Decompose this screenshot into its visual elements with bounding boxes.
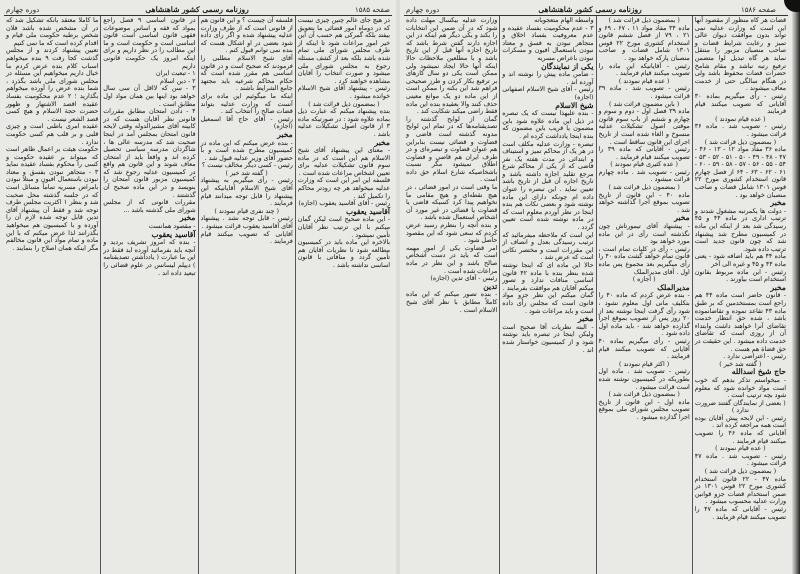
paragraph: - معنای این پیشنهاد آقای شیخ الاسلام هم این است که در ماده سوم قانون تشکیلات عدلیه برای تعیین اشخاص مراعات شده است . <box>297 147 390 177</box>
paragraph: رئیس - این ماده مربوط بقانون استخدام است بیاورند . <box>694 268 786 284</box>
paragraph: رئیس - رأی در کلیات تمام است ، قانون تمام خواهد گشت ماده ۴۰ را رأی میگیریم بعد مجموع پس ماده اول . آقای مدیرالملک <box>598 245 690 276</box>
paragraph: - مقصود همانست <box>148 223 196 231</box>
speaker-name: تدین <box>483 281 498 291</box>
speaker-name: مخبر <box>674 213 690 223</box>
paragraph: ماده ۳۴ مفاد مواد ۱۱ ، ۶۷ ، ۶۹ و ۲۱ ، ۷۹ از فصل ششم قانون استخدام کشوری مورخ ۲۲ قوس ۱۳۰۱ شامل قضات و صاحب منصبان پارکه خواهد بود . <box>598 24 690 62</box>
stage-note: ( بمضمون ذیل قرائت شد ) <box>308 100 380 108</box>
paragraph: آقایانی که تصویب میکنند قیام فرمایند . <box>200 230 293 246</box>
speaker-name: حاج شیخ اسدالله <box>731 367 786 377</box>
paragraph: قضات هر کاه منظور از مقصود آنها این است که وزارت عدلیه نمی تواند بدون موافقت دیوان عالی تمیز و رعایت شرایط قضات و صاحب منصبان مزبور را منتقل نماید هر گاه تبدیل لوا متضمن ترفیع رتبه نباشد و مقام شامخ حضرات قضات محفوظ باشد ولی در هنگام سالگی حتی از خدمت معاف میشوند . <box>694 17 786 93</box>
page-header <box>4 4 392 16</box>
text-column <box>295 16 392 574</box>
paragraph: ماده ۴۷ - ۲۲ قانون استخدام کشوری مورخ ۲۲ قوس ۱۳۰۱ در ضمن استخدام قضات جزو قوانین وزارت عدلیه محسوب میشود . <box>694 475 786 506</box>
speaker-name: مخبر <box>277 129 293 139</box>
stage-note: ( بمضمون ذیل قرائت شد ) <box>608 184 680 192</box>
columns <box>4 16 392 574</box>
page-number: صفحه ۱۵۸۶ <box>740 5 776 14</box>
paragraph: - دولت ها یکمرتبه مشغول شدند و ترتیب اداری در ماده ۴۴ و ۴۵ رسیدگی شد بعد از اینکه این ماده در کمیسیون مطرح شد پیشنهاد شد که چون قانون جدید است ترتیب داده شود. <box>694 207 786 253</box>
paragraph: حالا این ماده ای که اینجا نوشته شده بنظر بنده با ماده ۴۲ قانون اساسی منافات ندارد و تصور میکنم آقایان هم موافقت بفرمایند . <box>502 262 594 292</box>
paragraph: رئیس - تصویب شد . ماده ۳۹ قرائت میشود . <box>598 85 690 100</box>
speaker-name: مخبر <box>770 198 786 208</box>
paragraph: فلسفه این امر این است که وزارت عدلیه میخواهد هر چه زودتر محاکم را تکمیل کند . <box>297 177 390 200</box>
paragraph: - میخواستم تذکر بدهم که خوب است مواد خوانده شود که معلوم شود بچه ترتیب است . <box>694 376 786 400</box>
paragraph: رئیس - رأی میگیریم بماده ۳۰ آقایانی که تصویب میکنند قیام فرمایند <box>694 92 786 116</box>
paragraph: تعیین پیشنهاد کردند و از مجلس گذشت کجا رفت ۹ بنده میخواهم اسباب کلام بنده عرض کردم ما خیال داریم میخواهیم این مسئله در مجلس شورای ملی باشد بگذرد ، شما بنده عرض را آورده میخواهم بگذارید ؛ ۲ عدم محکومیت بفساد عقیده اقصد الاشتهار و ظهور حضرت حجة الاسلام و هیچ کسی قصد الشعر نیست . <box>6 47 99 123</box>
newspaper-title: روزنامه رسمی کشور شاهنشاهی <box>145 5 249 14</box>
text-column <box>198 16 295 574</box>
paragraph: ما وقتی است در امور قضائی ، در هیچ نقطه‌ای و هیچ مقامی ما نخواهیم پیدا کرد کسیکه قاضی یا قضاوت یا قضائی در غیر مورد آن اشخاص استعمال شده باشد . <box>406 184 498 222</box>
paragraph: وزارت عدلیه بیکسال مهلت داده شود که در آن ضمن این انتخابات را بکند و یکی دیگر هم اینکه در این اجازه دارند گفتن شرط باشد که تاریخ اجازه آنها قبل از این تاریخ باشد و با مطلعین ملاحظات حالا اینکه آنها حالا ایجاد نمیشود ولی ممکن است یکی دو سال کارهای بر ترفیع بکار کردن و طرز صحیحی فراهم شد این بکنه را ممکن است از این ماده دو یک موانع معینی حذف کنند والا بعقیده بنده این ماده فقط راضی میکند شکایت کند . <box>406 17 498 116</box>
paragraph: بالاخره این ماده باید در کمیسیون مطالعه شود تا نظریات آقایان هم تأمین گردد و منافاتی با قانون اساسی نداشته باشد . <box>297 239 390 269</box>
paragraph: رئیس - آقای حاج آقا اسمعیل (اجازه) <box>200 115 293 131</box>
paragraph: گمان از لوایح گذشته را تصدیقنامه‌ها که در تمام این لوایح مدونه گذشته است قاضی و قضاوت و قضائی نیست بنابراین هم عنوان قضاوت و تبصره‌ای و در طرف ایران هم قاضی و قضاوت اطلاق نمیشود مگر نسبت باشخاصیکه شارع اسلام حق داده است . <box>406 115 498 184</box>
stage-note: ( اکثر قیام نمودند ) <box>618 360 670 368</box>
speaker-name: یکی از نمایندگان <box>541 61 594 71</box>
stage-note: ( عده قیام نمودند ) <box>715 115 766 123</box>
paragraph: رئیس - اعتراضی ندارد . <box>723 353 786 361</box>
paragraph: این است که ملاحظه میفرمائید که ترتیب رسیدگی بعدل و انصاف از این مقررات است و مختصر نکاتی است که عرض شد . <box>502 231 594 262</box>
speaker-name: شیخ الاسلام <box>555 100 594 110</box>
paragraph: ۲ - دین اسلام <box>159 77 196 85</box>
stage-note: ( عده قیام نمودند ) <box>618 77 670 85</box>
stage-note: ( گفته شد خیر ) <box>225 169 268 177</box>
text-column <box>692 16 788 574</box>
stage-note: ( بمضمون ذیل قرائت شد ) <box>704 138 777 146</box>
volume-label: دوره چهارم <box>406 5 440 14</box>
speaker-name: مخبر <box>578 314 594 324</box>
paragraph: رئیس - تصویب شد . ماده چهارم قرائت میشود . <box>598 168 690 184</box>
paragraph: ماده اول - این قانون از تاریخ تصویب مجلس شورای ملی بموقع اجرا گذارده میشود . <box>598 398 690 421</box>
stage-note: ( عده کثیری قیام نمودند ) <box>610 161 678 169</box>
paragraph: - بنده علیهذا نیست که یک تبصره در ذیل این ماده علاوه شود باین مضمون یا قریب باین مضمون که بنده اینجا یادداشت کرده ام . <box>502 110 594 140</box>
stage-note: ( گفته شد خیر ) <box>719 360 762 368</box>
speaker-name: آقاسید یعقوب <box>345 206 390 216</box>
paragraph: ماده ۳۶ مفاد مواد ۱۲ - ۱۳ - ۴۶ - ۴۷ - ۴۸ - ۴۹ - ۵۰ - ۵۱ - ۵۲ - ۵۳ - ۵۴ - ۵۵ - ۵۶ - ۵۷ - ۵۸ - ۵۹ - ۶۰ - ۶۱ - ۶۲ - ۶۳ - ۶۴ از فصل چهارم قانون استخدام کشوری مورخ ۲۲ قوس ۱۳۰۱ شامل قضات و صاحب منصبان خواهد بود . <box>694 146 787 199</box>
paragraph: امر قضاوت یکی از امور مهمه است که باید در دست اشخاص صالح باشد و این نظر در ماده مراعات شده است . <box>406 244 498 275</box>
paragraph: - پیشنهاد آقای تیمورتاش چون نگذشته است رأی در این ماده مورد خواهد بود <box>598 223 690 246</box>
paragraph: در قانون اساسی ۹ فصل راجع بمواد که فقه و اساس موضوعات فقهی قانون اساسی است قانون اساسی است و حکومت است و ما این مطالب را در نظر داریم و برای اینکه امروز یک حکومت قانونی داریم <box>103 17 196 70</box>
stage-note: ( عده قیام نمودند ) <box>715 445 766 453</box>
stage-note: ( بمضمون ذیل قرائت شد ) <box>608 17 680 24</box>
paragraph: رئیس - این لایحه پیش آقایان بوده است همه مراجعه کرده اند . <box>694 414 786 430</box>
newspaper-title: روزنامه رسمی کشور شاهنشاهی <box>538 5 642 14</box>
paragraph: گمان میکنم این نظر جزو مواد قانون است که مجلس رأی داده است و باید مراعات شود . <box>502 292 594 315</box>
paragraph: - بنده عرض میکنم که این ماده در کمیسیون مطرح شده است و با حضور آقای وزیر عدلیه قبول شد . <box>200 139 293 162</box>
paragraph: در هیچ جای عالم چنین چیزی نیست که در دوماه امور قضائی ما بتعویق بیفتد بلکه گمرکی هم حسب آن این خیر امور مراعات شود تا اینکه از طرف مجلس شورای ملی تمام شده باشد بلکه بعد از کشف مسئله رجوع به مجلس شورای ملی میشود و صورت انتخاب را آقایان مشاهده خواهند کرد . <box>297 17 390 85</box>
page-number: صفحه ۱۵۸۵ <box>354 5 390 14</box>
paragraph: ۳ - سن که لااقل آن سی سال خواهد بود اینها بین همان مواد اول مطابق است . <box>103 85 196 108</box>
paragraph: حکومت هیئت بر اعمال ظاهر است که میتواند بر عقیده حکومت و کسی را محکوم بفساد عقیده نماید ۳ - متجاهر نبودن بفسق و معتاد نبودن باستعمال افیون و مبتلا نبودن بامراض مسریه تماماً مسائل است که در جلسه گذشته محل صحبت شد و بنظر ۱ اکثریت مجلس طرف توجه شد و فقط آن پیشنهاد آقای تدین قابل توجه شده لازم آن را آورده و با کمیسیون هم میخواهید بگذرانند لذا عرض میکنم که با این ماده و تمام مواد این قانون مخالفم مگر اینکه همان اصلاح را بنمایند . <box>6 146 99 252</box>
stage-note: ( اجازه ) <box>632 276 656 284</box>
paragraph: ما کاملا معتقد بانکه تشکیل شد که در آن مشخص شده باشد فلان شخص برطبه حکومت ملی قیام و اقدام کرده است که ما نمی کنیم <box>6 17 99 47</box>
paragraph: عقیده امری باطنی است و چیزی قلبی و بر قلب هم کسی حکومت ندارد . <box>6 123 99 146</box>
stage-note: ( بمضمون ذیل قرائت شد ) <box>608 391 680 399</box>
paragraph: آقایانی که ماده ۴۶ را تصویب میکنند قیام فرمایند . <box>694 430 787 445</box>
paragraph: بنده پیشنهاد میکنم که عبارت ذیل بماده علاوه شود : در صورتیکه ماده ۳ از قانون اصول تشکیلات عدلیه باشد . <box>297 108 390 138</box>
volume-label: دوره چهارم <box>6 5 40 14</box>
paragraph: - بنده عرض کردم که ماده ۴۰ را بتکلیف مانی اول معلوم نشود ، شود رأی گرفت اینجا نوشته بعد از ۲۰ روز پس از تصویب بموقع اجرا گذارده خواهد شد - باید ماده اول داده شود . <box>598 292 690 338</box>
stage-note: ( بمضمون ذیل قرائت شد ) <box>704 468 777 476</box>
paragraph: ۳ - عدم محکومیت بفساد عقیده و عدم معروفیت بفساد اخلاق و متجاهر نبودن به فسق و معتاد نبودن باستعمال افیون و مسکرات نبودن باعراض مسریه <box>502 24 594 62</box>
text-column <box>596 16 692 574</box>
paragraph: - قانون حاضر است ماده ۴۴ هم راجع است بمستخدمین که بر طبق ماده ۴۳ تقاعد نموده و تقاضانموده باشد ، شده حق انتظار خدمت تقاضای آنرا خواهند داشت وابتداء آن از روزی است که تقاضای خدمت داده میشود . این حقیقت در حق قضاة هم هست . <box>694 292 787 353</box>
paragraph: فلسفه آن چیست ؟ و این قانون هم از قانونی است که از طرف وزارت عدلیه پیشنهاد شده و اگر رأی داده شود بعضی در او اشکال هست که بنده نمی توانم قبول کنم . <box>200 17 293 55</box>
speaker-name: مخبر <box>374 137 390 147</box>
text-column <box>404 16 499 574</box>
speaker-name: مخبر <box>180 213 196 223</box>
paragraph: تبصره - وزارت عدلیه مکلف است در هر یک از محاکم تمیز و استیناف و ابتدائی در مدت هفته یک نفر قاضی که از یکی از محاکم شرع مرجع تقلید اجازه داشته باشد و تاریخ اجازه آن قبل از تاریخ باشد تعیین نماید . این تبصره را عنوان داده ام چونکه دارای این ماده نوشته شود و بعضی نکات هم بنده اینجا در نظر آوردم معلوم است که در ماده نوشته شده است تعیین گردد . <box>502 140 594 232</box>
right-page <box>400 0 792 574</box>
page-header <box>404 4 788 16</box>
paragraph: ماده ۴۰ - این قانون از تاریخ تصویب بموقع اجرا گذاشته خواهد شد . <box>598 191 690 214</box>
paragraph: رئیس - تصویب شد . ماده اول بطوریکه در کمیسیون نوشته شده است قرائت میشود . <box>598 368 690 391</box>
left-page <box>0 0 396 574</box>
speaker-name: آقاسید یعقوب <box>151 229 196 239</box>
paragraph: ماده ۳۹ فصل اول - دوم و سوم و چهارم و ششم از باب سوم قانون موقتی اصول تشکیلات عدلیه منسوخ و الغاء شده است از تاریخ اجرای این قانون ساقط است . <box>598 108 690 146</box>
paragraph: آقای شیخ الاسلام مطلبی را فرمودند که صحیح است و در قانون اساسی هم مقرر شده است که حکام محاکم شرعیه باید مجتهد جامع الشرایط باشند . <box>200 54 293 93</box>
paragraph: رئیس - کسی دیگر مخالف نیست ؟ <box>201 162 293 170</box>
paragraph: رئیس - تصویب شد . ماده ۳۶ قرائت میشود . <box>694 123 786 138</box>
speaker-name: مدیرالملک <box>657 282 690 292</box>
paragraph: - این ماده صحیح است لیکن گمان میکنم با این ترتیب نظر آقایان تأمین نمیشود . <box>297 216 390 239</box>
text-column <box>4 16 100 574</box>
paragraph: ۱ - تبعیت ایران <box>155 70 196 78</box>
text-column <box>499 16 595 574</box>
paragraph: مقررات قانونی که از مجلس شورای ملی گذشته باشد ... <box>103 199 196 214</box>
paragraph: واسطه الهام متعجوبانه <box>534 17 594 24</box>
paragraph: رئیس - آقایانی که ماده ۳۹ را تصویب میکنند قیام فرمایند . <box>598 146 690 161</box>
paragraph: رئیس - آقای شیخ الاسلام اصفهانی (اجازه) <box>502 86 594 101</box>
stage-note: ( باین مضمون قرائت شد ) <box>609 100 680 108</box>
paragraph: رئیس - پیشنهاد آقای شیخ الاسلام خوانده میشود . <box>297 85 390 100</box>
paragraph: رئیس - تصویب شد . ماده ۴۷ قرائت میشود . <box>694 452 786 468</box>
paragraph: رئیس - رأی میگیریم بماده ۴۰ آقایانی که تصویب میکنند قیام فرمایند . <box>598 337 690 361</box>
paragraph: رئیس - آقای تدین (اجازه) <box>430 275 498 283</box>
speaker-name: مخبر <box>770 282 786 292</box>
stage-note: ( چند نفری قیام نمودند ) <box>214 207 279 215</box>
paragraph: ۴ - دادن امتحان مطابق مقررات قانونی نظر آقایان هست که در کابینه آقای مشیرالدوله وقتی لایحه قانون امتحان بمجلس آمد در اینجا صحبت شد که مدرسه عالی ها ، شاگردان مدرسه سیاسی تحصیل کرده اند و واقعاً باید از امتحان معاف شوند و این قانون هم واقع در کمیسیون عدلیه رجوع شد که کمیسیون مزبور قانون امتحان را بنویسد و در این ماده صحیح آن گذشتند . <box>103 108 196 199</box>
paragraph: - بنده تصور میکنم که این ماده کاملاً مطابق با نظر آقای شیخ الاسلام است . <box>406 291 498 314</box>
paragraph: - البته نظریات آقا صحیح است ولیکن اینجا در تبصره باید نوشته شود و از کمیسیون خواستار شده اند . <box>502 323 594 354</box>
paragraph: - ضامن ماده پیش را نوشته اند و آورده اند . <box>502 71 594 86</box>
stage-note: ( بعضی از نمایندگان گفتند ضرورت ندارد ) <box>695 399 786 415</box>
paragraph: ماده ۴۴ هم باید اضافه شود - یعنی ماده ۴۴ و ۴۵ و غیره الی آخر <box>694 253 786 268</box>
paragraph: رئیس - رأی میگیریم به پیشنهاد آقای شیخ الاسلام آقایانیکه این پیشنهاد را قابل توجه میدانند قیام فرمایند . <box>200 177 293 208</box>
text-column <box>100 16 197 574</box>
paragraph: رئیس - آقای آقاسید یعقوب (اجازه) <box>298 200 390 208</box>
paragraph: و بنده آنچه را بنظرم رسید عرض کردم که سعی شود که این مقصود حاصل شود . <box>406 222 498 245</box>
paragraph: - بنده که امروز تشریف بردید و آنچه باید بفرمائید آورده اید فقط در این ما عبارت ( یادداشتن تصدیقنامه ) دیپلم لیسانس در علوم قضائی را تبعید داده اند . <box>103 239 196 277</box>
paragraph: رئیس - قابل توجه نشد . پیشنهاد آقای آقاسید یعقوب قرائت میشود . <box>200 215 293 231</box>
columns <box>404 16 788 574</box>
paragraph: رئیس - آقایانیکه این ماده را تصویب میکنند قیام فرمایند . <box>598 62 690 78</box>
binding-shadow <box>792 0 800 574</box>
paragraph: اینکه ما میگوئیم این ماده برای آنست که وزارت عدلیه بتواند قضات صالح را انتخاب کند . <box>200 92 293 116</box>
paragraph: رئیس - آقایانی که ماده ۴۷ را تصویب میکنند قیام فرمایند . <box>694 506 786 521</box>
